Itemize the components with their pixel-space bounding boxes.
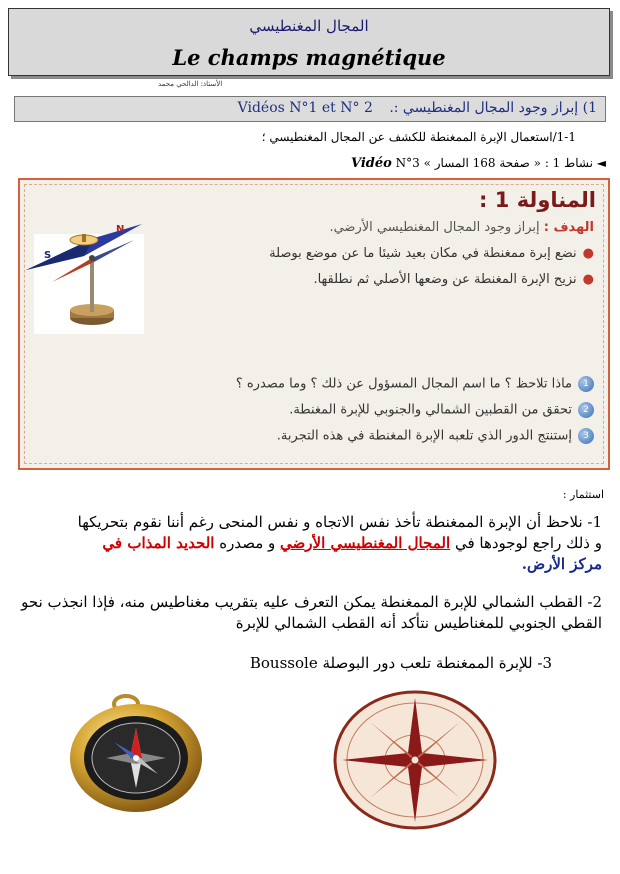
- header-box: [8, 8, 610, 76]
- question-1: 1ماذا تلاحظ ؟ ما اسم المجال المسؤول عن ذلك ؟ وما مصدره ؟: [236, 376, 594, 392]
- question-3: 3إستنتج الدور الذي تلعبه الإبرة المغنطة في هذه التجربة.: [277, 428, 594, 444]
- activity-title: المناولة 1 :: [479, 188, 596, 212]
- subsection-title: 1-1/استعمال الإبرة الممغنطة للكشف عن المجال المغنطيسي ؛: [261, 130, 576, 144]
- section-heading: [238, 100, 597, 116]
- bullet-icon: ●: [582, 272, 594, 287]
- north-label: N: [116, 224, 125, 235]
- goal-line: [329, 220, 594, 235]
- gold-compass-image: [56, 686, 206, 816]
- activity-label: نشاط 1 :: [544, 156, 593, 170]
- teacher-name: الأستاذ: الدالحي محمد: [158, 80, 223, 88]
- title-arabic: المجال المغنطيسي: [249, 17, 369, 35]
- bullet-icon: ●: [582, 246, 594, 261]
- section-bar: [14, 96, 606, 122]
- activity-line: [351, 156, 606, 171]
- video-number: N°3: [395, 156, 420, 170]
- number-badge-icon: 3: [578, 428, 594, 444]
- boussole-label: Boussole: [249, 654, 318, 672]
- earth-center-highlight: مركز الأرض.: [521, 555, 602, 573]
- section-title: إبراز وجود المجال المغنطيسي :.: [389, 100, 579, 116]
- step-1: ●نضع إبرة ممغنطة في مكان بعيد شيئا ما عن موضع بوصلة: [269, 246, 594, 261]
- activity-ref: « صفحة 168 المسار »: [423, 156, 541, 170]
- exploitation-label: استثمار :: [562, 488, 604, 501]
- triangle-bullet-icon: ◄: [596, 156, 606, 170]
- paragraph-2: 2- القطب الشمالي للإبرة الممغنطة يمكن التعرف عليه بتقريب مغناطيس منه، فإذا انجذب نحو القطي الجنوبي للمغناطيس نتأكد أنه القطب الشمالي للإبرة: [21, 593, 602, 632]
- needle-diagram: [24, 220, 144, 276]
- step-2: ●نزيح الإبرة المغنطة عن وضعها الأصلي ثم نطلقها.: [313, 272, 594, 287]
- earth-field-highlight: المجال المغنطيسي الأرضي: [280, 534, 451, 552]
- compass-rose-image: [330, 690, 500, 830]
- video-label: Vidéo: [350, 156, 392, 171]
- paragraph-1: 1- نلاحظ أن الإبرة الممغنطة تأخذ نفس الاتجاه و نفس المنحى رغم أننا نقوم بتحريكها و ذلك راجع لوجودها في المجال المغنطيسي الأرضي و مصدره الحديد المذاب في مركز الأرض.: [14, 512, 602, 575]
- number-badge-icon: 2: [578, 402, 594, 418]
- goal-label: الهدف :: [543, 220, 594, 235]
- paragraph-3: 3- للإبرة الممغنطة تلعب دور البوصلة Boussole: [249, 654, 552, 672]
- molten-iron-highlight: الحديد المذاب في: [102, 534, 215, 552]
- south-label: S: [44, 250, 52, 261]
- question-2: 2تحقق من القطبين الشمالي والجنوبي للإبرة المغنطة.: [289, 402, 594, 418]
- goal-text: إبراز وجود المجال المغنطيسي الأرضي.: [329, 220, 540, 235]
- title-french: Le champs magnétique: [172, 45, 446, 70]
- section-number: 1): [582, 100, 597, 116]
- section-videos: Vidéos N°1 et N° 2: [237, 100, 373, 116]
- number-badge-icon: 1: [578, 376, 594, 392]
